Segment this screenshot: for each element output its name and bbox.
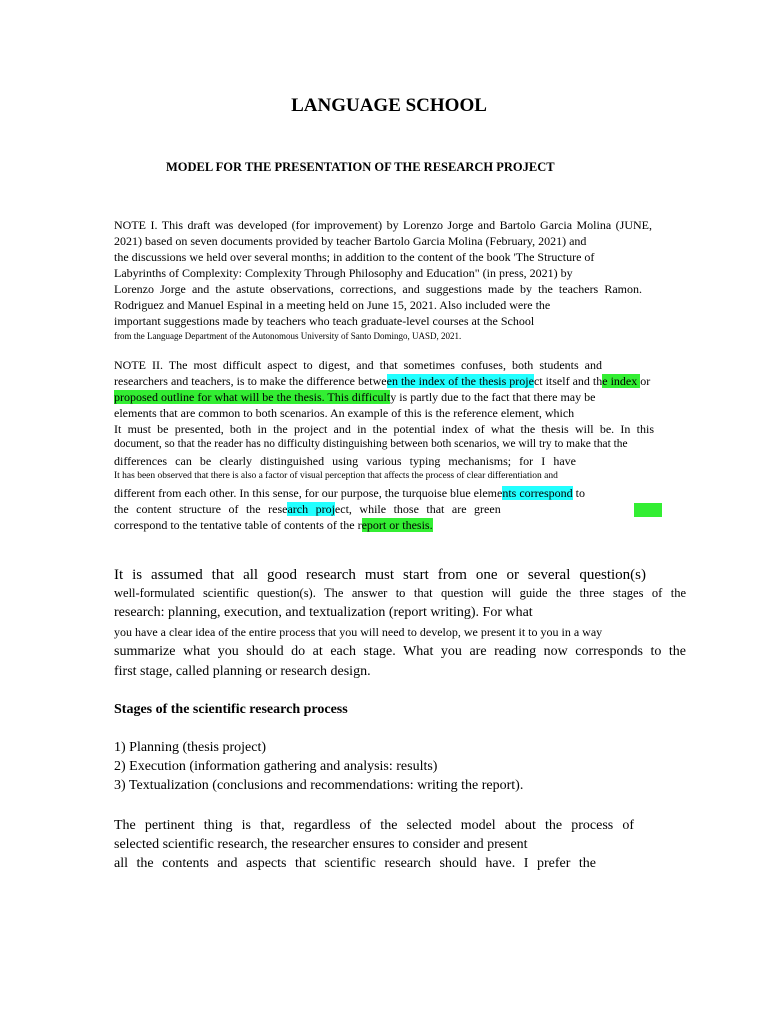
note2-text: ct itself and th — [533, 374, 603, 388]
note1-line: 2021) based on seven documents provided by teacher Bartolo Garcia Molina (February, 2021) and — [114, 234, 587, 248]
stage-item: 1) Planning (thesis project) — [114, 740, 267, 755]
note2-line: NOTE II. The most difficult aspect to digest, and that sometimes confuses, both students and — [114, 358, 602, 372]
stage-item: 3) Textualization (conclusions and recommendations: writing the report). — [114, 778, 524, 793]
body-line: The pertinent thing is that, regardless of the selected model about the process of — [114, 818, 634, 833]
note2-line — [114, 486, 585, 500]
stage-item: 2) Execution (information gathering and analysis: results) — [114, 759, 438, 774]
note1-line: Rodriguez and Manuel Espinal in a meeting held on June 15, 2021. Also included were the — [114, 298, 551, 312]
note2-text: researchers and teachers, is to make the difference betwe — [114, 374, 387, 388]
note1-line: from the Language Department of the Autonomous University of Santo Domingo, UASD, 2021. — [114, 331, 462, 341]
note1-line: Lorenzo Jorge and the astute observations, corrections, and suggestions made by the teachers Ramon. — [114, 282, 642, 296]
section-heading: Stages of the scientific research process — [114, 702, 348, 717]
page-subtitle: MODEL FOR THE PRESENTATION OF THE RESEARCH PROJECT — [166, 160, 555, 174]
green-highlight-block — [634, 503, 662, 517]
body-line: summarize what you should do at each stage. What you are reading now corresponds to the — [114, 644, 686, 659]
note2-line — [114, 374, 650, 388]
note2-text: or — [640, 374, 651, 388]
body-line: you have a clear idea of the entire process that you will need to develop, we present it to you in a way — [114, 625, 603, 639]
note2-line: It has been observed that there is also a factor of visual perception that affects the process of clear differentiation and — [114, 471, 558, 481]
green-highlight: eport or thesis. — [361, 518, 433, 532]
note1-line: Labyrinths of Complexity: Complexity Through Philosophy and Education" (in press, 2021) by — [114, 266, 573, 280]
note2-text: ect, while those that are green — [334, 502, 501, 516]
green-highlight: proposed outline for what will be the thesis. This difficult — [114, 390, 391, 404]
note2-line — [114, 390, 595, 404]
note2-line — [114, 518, 433, 532]
note2-text: different from each other. In this sense, for our purpose, the turquoise blue eleme — [114, 486, 503, 500]
turquoise-highlight: nts correspond — [502, 486, 573, 500]
note2-line — [114, 502, 501, 516]
turquoise-highlight: en the index of the thesis proje — [386, 374, 534, 388]
green-highlight: e index — [602, 374, 641, 388]
note2-line: document, so that the reader has no difficulty distinguishing between both scenarios, we will try to make that the — [114, 438, 628, 450]
body-line: first stage, called planning or research design. — [114, 664, 371, 679]
note2-text: to — [572, 486, 585, 500]
body-line: selected scientific research, the researcher ensures to consider and present — [114, 837, 528, 852]
page-title: LANGUAGE SCHOOL — [291, 95, 487, 116]
note2-text: y is partly due to the fact that there may be — [390, 390, 596, 404]
note2-line: elements that are common to both scenarios. An example of this is the reference element, which — [114, 406, 575, 420]
turquoise-highlight: arch proj — [287, 502, 335, 516]
note2-line: It must be presented, both in the project and in the potential index of what the thesis will be. In this — [114, 422, 654, 436]
note1-line: important suggestions made by teachers who teach graduate-level courses at the School — [114, 314, 535, 328]
body-line: all the contents and aspects that scientific research should have. I prefer the — [114, 856, 596, 871]
body-line: research: planning, execution, and textualization (report writing). For what — [114, 605, 533, 620]
note2-line: differences can be clearly distinguished using various typing mechanisms; for I have — [114, 454, 576, 468]
note2-text: the content structure of the rese — [114, 502, 288, 516]
body-line: well-formulated scientific question(s). The answer to that question will guide the three stages of the — [114, 586, 686, 600]
note1-line: the discussions we held over several months; in addition to the content of the book 'The Structure of — [114, 250, 595, 264]
body-line: It is assumed that all good research must start from one or several question(s) — [114, 567, 646, 583]
note1-line: NOTE I. This draft was developed (for improvement) by Lorenzo Jorge and Bartolo Garcia Molina (JUNE, — [114, 218, 652, 232]
note2-text: correspond to the tentative table of contents of the r — [114, 518, 362, 532]
